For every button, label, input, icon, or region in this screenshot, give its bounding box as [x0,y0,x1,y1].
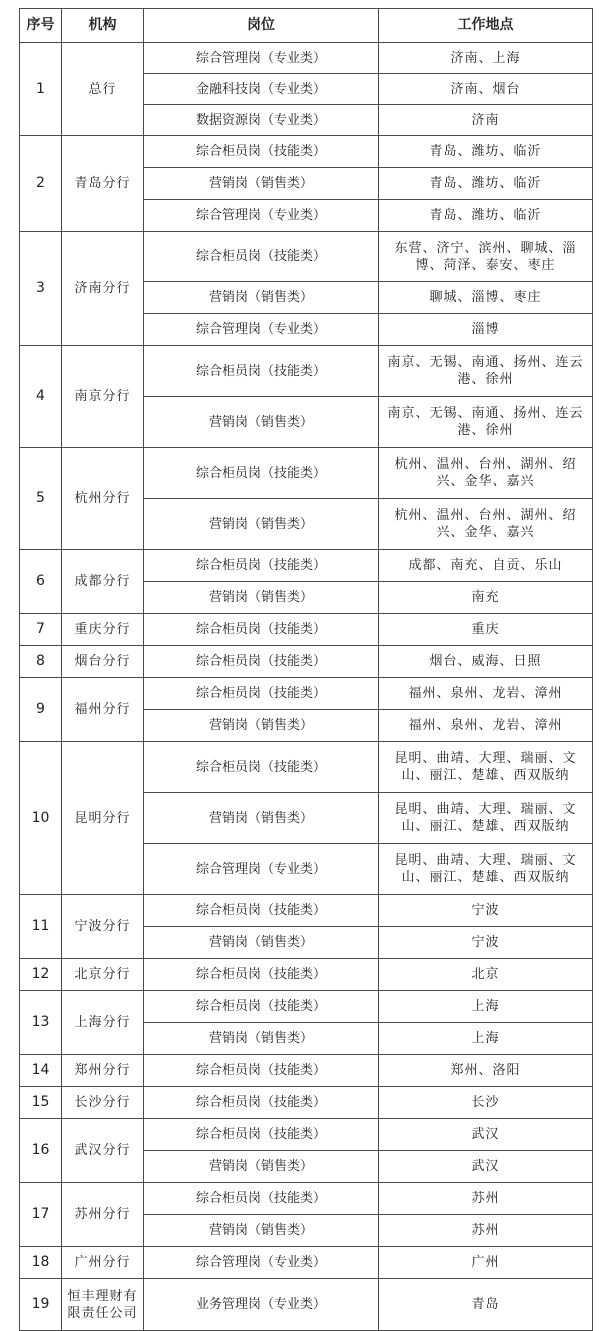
org-cell: 重庆分行 [62,614,144,646]
table-row [20,614,593,646]
post-cell: 营销岗（销售类） [144,1151,379,1183]
location-cell: 昆明、曲靖、大理、瑞丽、文山、丽江、楚雄、西双版纳 [379,844,593,895]
seq-cell: 12 [20,959,62,991]
org-cell: 上海分行 [62,991,144,1055]
post-cell: 综合柜员岗（技能类） [144,742,379,793]
org-cell: 宁波分行 [62,895,144,959]
post-cell: 营销岗（销售类） [144,1023,379,1055]
post-cell: 综合柜员岗（技能类） [144,1183,379,1215]
location-cell: 青岛、潍坊、临沂 [379,168,593,200]
location-cell: 福州、泉州、龙岩、漳州 [379,678,593,710]
seq-cell: 16 [20,1119,62,1183]
location-cell: 烟台、威海、日照 [379,646,593,678]
location-cell: 昆明、曲靖、大理、瑞丽、文山、丽江、楚雄、西双版纳 [379,742,593,793]
post-cell: 综合管理岗（专业类） [144,844,379,895]
org-cell: 青岛分行 [62,136,144,232]
org-cell: 烟台分行 [62,646,144,678]
location-cell: 济南 [379,105,593,136]
org-cell: 北京分行 [62,959,144,991]
table-row [20,232,593,282]
location-cell: 南充 [379,582,593,614]
location-cell: 济南、上海 [379,43,593,74]
location-cell: 杭州、温州、台州、湖州、绍兴、金华、嘉兴 [379,448,593,499]
org-cell: 济南分行 [62,232,144,346]
table-row [20,991,593,1023]
post-cell: 营销岗（销售类） [144,1215,379,1247]
location-cell: 武汉 [379,1151,593,1183]
header-post: 岗位 [144,9,379,43]
post-cell: 营销岗（销售类） [144,397,379,448]
post-cell: 综合柜员岗（技能类） [144,895,379,927]
post-cell: 综合管理岗（专业类） [144,200,379,232]
post-cell: 综合柜员岗（技能类） [144,646,379,678]
post-cell: 综合柜员岗（技能类） [144,1055,379,1087]
location-cell: 淄博 [379,314,593,346]
org-cell: 苏州分行 [62,1183,144,1247]
seq-cell: 17 [20,1183,62,1247]
location-cell: 苏州 [379,1183,593,1215]
table-row [20,1055,593,1087]
table-row [20,136,593,168]
post-cell: 综合柜员岗（技能类） [144,136,379,168]
post-cell: 综合管理岗（专业类） [144,43,379,74]
seq-cell: 7 [20,614,62,646]
post-cell: 金融科技岗（专业类） [144,74,379,105]
post-cell: 综合柜员岗（技能类） [144,448,379,499]
location-cell: 济南、烟台 [379,74,593,105]
seq-cell: 19 [20,1279,62,1331]
location-cell: 青岛、潍坊、临沂 [379,136,593,168]
post-cell: 综合柜员岗（技能类） [144,550,379,582]
table-row [20,678,593,710]
location-cell: 青岛、潍坊、临沂 [379,200,593,232]
org-cell: 昆明分行 [62,742,144,895]
seq-cell: 2 [20,136,62,232]
org-cell: 成都分行 [62,550,144,614]
post-cell: 综合柜员岗（技能类） [144,614,379,646]
org-cell: 郑州分行 [62,1055,144,1087]
location-cell: 南京、无锡、南通、扬州、连云港、徐州 [379,346,593,397]
seq-cell: 3 [20,232,62,346]
location-cell: 北京 [379,959,593,991]
location-cell: 上海 [379,991,593,1023]
org-cell: 广州分行 [62,1247,144,1279]
location-cell: 武汉 [379,1119,593,1151]
post-cell: 营销岗（销售类） [144,282,379,314]
location-cell: 成都、南充、自贡、乐山 [379,550,593,582]
table-row [20,959,593,991]
header-org: 机构 [62,9,144,43]
post-cell: 营销岗（销售类） [144,499,379,550]
seq-cell: 10 [20,742,62,895]
post-cell: 营销岗（销售类） [144,927,379,959]
post-cell: 数据资源岗（专业类） [144,105,379,136]
post-cell: 综合柜员岗（技能类） [144,678,379,710]
table-row [20,1183,593,1215]
seq-cell: 8 [20,646,62,678]
table-row [20,895,593,927]
header-seq: 序号 [20,9,62,43]
location-cell: 长沙 [379,1087,593,1119]
post-cell: 综合柜员岗（技能类） [144,232,379,282]
post-cell: 综合柜员岗（技能类） [144,346,379,397]
seq-cell: 6 [20,550,62,614]
org-cell: 南京分行 [62,346,144,448]
org-cell: 福州分行 [62,678,144,742]
post-cell: 营销岗（销售类） [144,793,379,844]
table-row [20,448,593,499]
post-cell: 营销岗（销售类） [144,582,379,614]
location-cell: 上海 [379,1023,593,1055]
location-cell: 福州、泉州、龙岩、漳州 [379,710,593,742]
table-row [20,1247,593,1279]
table-body [20,43,593,1331]
location-cell: 苏州 [379,1215,593,1247]
location-cell: 青岛 [379,1279,593,1331]
table-row [20,1087,593,1119]
table-row [20,646,593,678]
table-row [20,346,593,397]
location-cell: 昆明、曲靖、大理、瑞丽、文山、丽江、楚雄、西双版纳 [379,793,593,844]
table-row [20,43,593,74]
org-cell: 长沙分行 [62,1087,144,1119]
org-cell: 总行 [62,43,144,136]
location-cell: 杭州、温州、台州、湖州、绍兴、金华、嘉兴 [379,499,593,550]
org-cell: 恒丰理财有限责任公司 [62,1279,144,1331]
post-cell: 综合柜员岗（技能类） [144,1119,379,1151]
location-cell: 宁波 [379,895,593,927]
seq-cell: 18 [20,1247,62,1279]
recruitment-table [19,8,593,1331]
header-location: 工作地点 [379,9,593,43]
org-cell: 武汉分行 [62,1119,144,1183]
org-cell: 杭州分行 [62,448,144,550]
seq-cell: 9 [20,678,62,742]
post-cell: 营销岗（销售类） [144,168,379,200]
post-cell: 综合柜员岗（技能类） [144,991,379,1023]
seq-cell: 1 [20,43,62,136]
post-cell: 综合柜员岗（技能类） [144,1087,379,1119]
seq-cell: 14 [20,1055,62,1087]
location-cell: 东营、济宁、滨州、聊城、淄博、菏泽、泰安、枣庄 [379,232,593,282]
location-cell: 广州 [379,1247,593,1279]
table-row [20,1119,593,1151]
seq-cell: 13 [20,991,62,1055]
post-cell: 综合管理岗（专业类） [144,314,379,346]
table-row [20,1279,593,1331]
post-cell: 营销岗（销售类） [144,710,379,742]
header-row [20,9,593,43]
seq-cell: 15 [20,1087,62,1119]
location-cell: 宁波 [379,927,593,959]
table-row [20,742,593,793]
location-cell: 聊城、淄博、枣庄 [379,282,593,314]
location-cell: 南京、无锡、南通、扬州、连云港、徐州 [379,397,593,448]
seq-cell: 11 [20,895,62,959]
post-cell: 综合管理岗（专业类） [144,1247,379,1279]
location-cell: 郑州、洛阳 [379,1055,593,1087]
location-cell: 重庆 [379,614,593,646]
table-row [20,550,593,582]
seq-cell: 5 [20,448,62,550]
post-cell: 业务管理岗（专业类） [144,1279,379,1331]
seq-cell: 4 [20,346,62,448]
post-cell: 综合柜员岗（技能类） [144,959,379,991]
